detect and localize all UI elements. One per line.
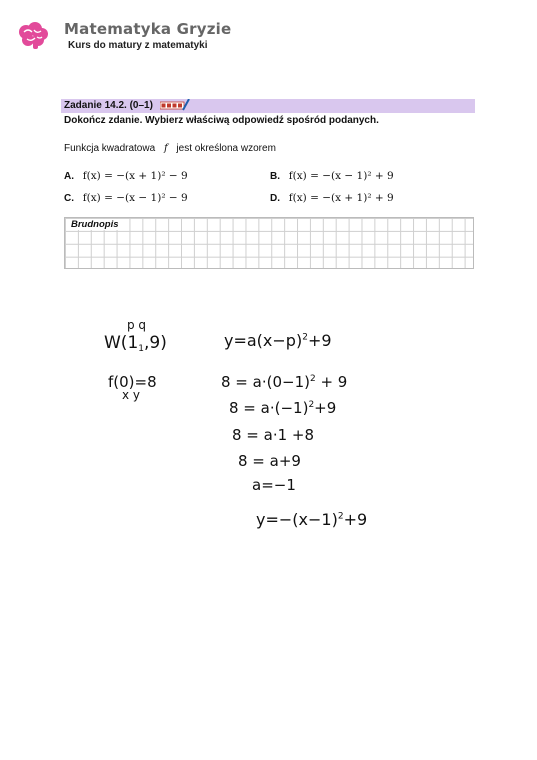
hw-vertex-rest: ,9) — [144, 333, 167, 353]
option-formula: f(x) = −(x − 1)² − 9 — [82, 192, 188, 204]
hw-line-3-main: 8 = a·(−1) — [229, 399, 309, 417]
option-letter: A. — [64, 171, 74, 182]
option-formula: f(x) = −(x + 1)² − 9 — [82, 170, 188, 182]
hw-line-6: a=−1 — [252, 476, 296, 494]
task-instruction: Dokończ zdanie. Wybierz właściwą odpowiedź spośród podanych. — [64, 115, 379, 126]
hw-line-4: 8 = a·1 +8 — [232, 426, 315, 444]
hw-line-7 — [256, 510, 367, 529]
scratch-label: Brudnopis — [71, 219, 119, 230]
task-stem — [64, 143, 276, 154]
hw-xy-labels: x y — [122, 388, 141, 402]
option-letter: C. — [64, 193, 74, 204]
scratch-grid — [64, 217, 474, 269]
hw-line-2-main: 8 = a·(0−1) — [221, 373, 310, 391]
hw-vertex-w: W(1 — [104, 333, 139, 353]
brand-title: Matematyka Gryzie — [64, 20, 232, 38]
hw-vertex-sub: 1 — [138, 344, 144, 354]
hw-line-1 — [224, 331, 332, 350]
hw-f0: f(0)=8 — [108, 373, 157, 391]
hw-line-7-main: y=−(x−1) — [256, 510, 338, 529]
hw-line-7-tail: +9 — [343, 510, 368, 529]
pencil-badge-icon — [160, 99, 190, 111]
option-letter: D. — [270, 193, 280, 204]
brand-header — [16, 18, 316, 58]
hw-pq-labels: p q — [127, 318, 147, 332]
stem-after: jest określona wzorem — [176, 143, 276, 154]
brand-subtitle: Kurs do matury z matematyki — [68, 40, 208, 51]
hw-line-2 — [221, 373, 347, 391]
hw-line-3-tail: +9 — [314, 399, 337, 417]
option-d[interactable] — [270, 192, 394, 204]
brain-icon — [16, 20, 50, 52]
stem-symbol: f — [163, 143, 168, 154]
option-formula: f(x) = −(x − 1)² + 9 — [288, 170, 394, 182]
stem-before: Funkcja kwadratowa — [64, 143, 156, 154]
hw-line-2-exp: 2 — [309, 374, 316, 384]
hw-line-3 — [229, 399, 336, 417]
hw-line-7-exp: 2 — [337, 511, 344, 522]
option-b[interactable] — [270, 170, 394, 182]
option-formula: f(x) = −(x + 1)² + 9 — [288, 192, 394, 204]
task-title: Zadanie 14.2. (0–1) — [64, 100, 153, 111]
task-header — [61, 99, 475, 113]
hw-line-1-exp: 2 — [302, 332, 308, 343]
hw-line-5: 8 = a+9 — [238, 452, 301, 470]
option-letter: B. — [270, 171, 280, 182]
hw-line-1-tail: +9 — [307, 331, 332, 350]
hw-line-3-exp: 2 — [308, 400, 315, 410]
hw-line-1-main: y=a(x−p) — [224, 331, 303, 350]
option-c[interactable] — [64, 192, 188, 204]
hw-vertex — [104, 333, 167, 354]
hw-line-2-tail: + 9 — [315, 373, 348, 391]
option-a[interactable] — [64, 170, 188, 182]
